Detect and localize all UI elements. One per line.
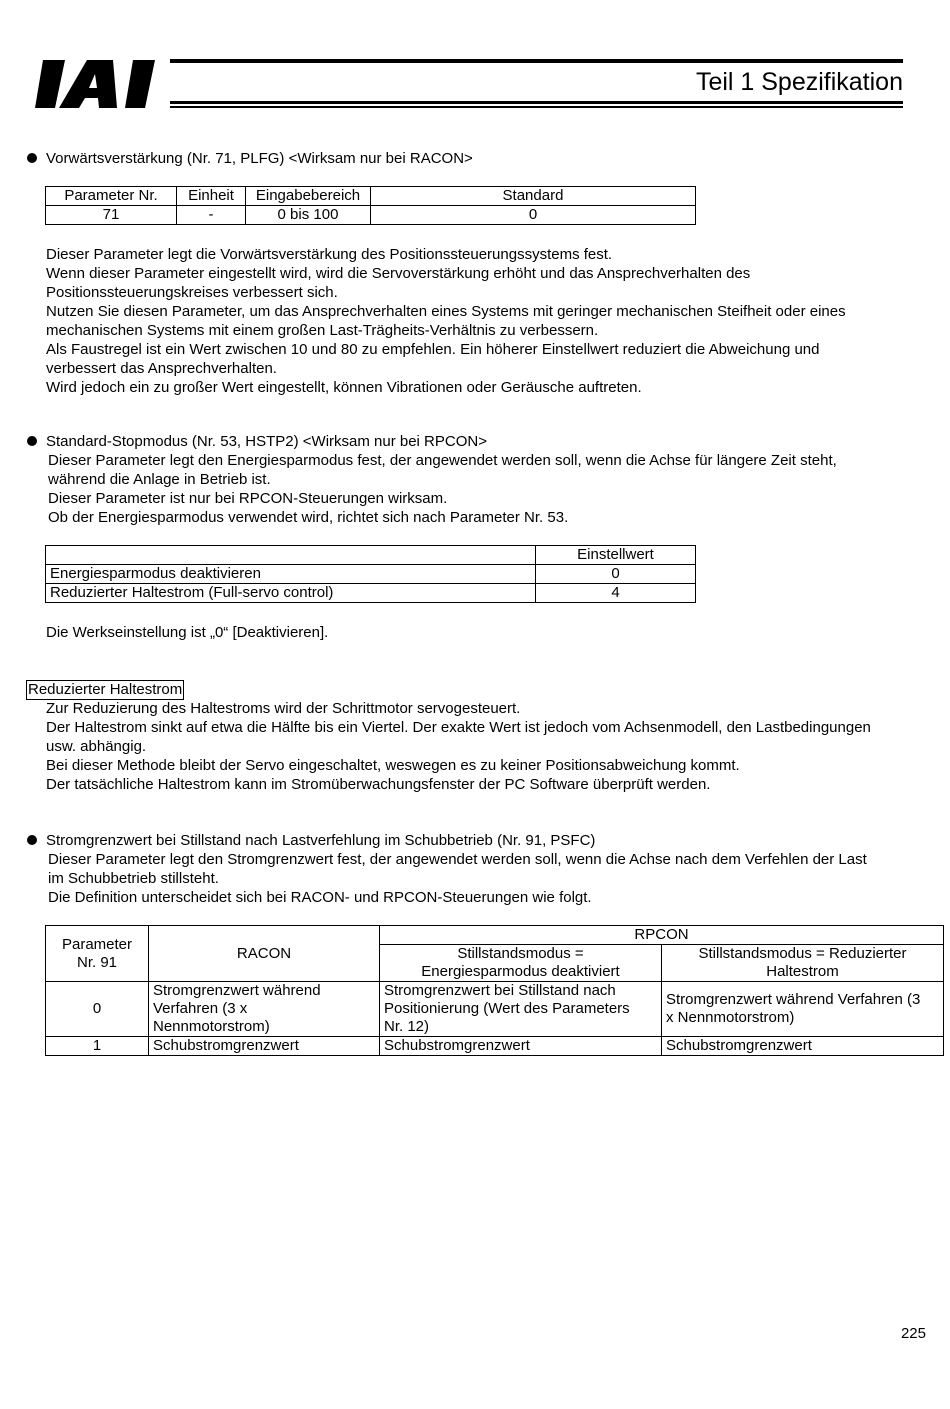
table-cell: Schubstromgrenzwert <box>662 1037 944 1056</box>
table-cell: Stromgrenzwert während Verfahren (3 x Nennmotorstrom) <box>149 982 380 1037</box>
table-cell: 0 <box>371 206 696 225</box>
header-rule-bottom-thin <box>170 106 903 108</box>
text-line: Bei dieser Methode bleibt der Servo eingeschaltet, weswegen es zu keiner Positionsabweichung kommt. <box>46 757 740 774</box>
text-line: Ob der Energiesparmodus verwendet wird, richtet sich nach Parameter Nr. 53. <box>48 509 569 526</box>
text-line: Positionssteuerungskreises verbessert sich. <box>46 284 338 301</box>
table-header-cell: Stillstandsmodus = Reduzierter Haltestrom <box>662 945 944 982</box>
bullet-icon <box>27 153 37 163</box>
text-line: Dieser Parameter ist nur bei RPCON-Steuerungen wirksam. <box>48 490 448 507</box>
factory-setting-note: Die Werkseinstellung ist „0“ [Deaktivieren]. <box>46 624 329 641</box>
table-header-cell: Eingabebereich <box>246 187 371 206</box>
bullet-icon <box>27 436 37 446</box>
section-2-text <box>48 451 837 527</box>
table-cell: Energiesparmodus deaktivieren <box>46 565 536 584</box>
section-1-text <box>46 245 846 397</box>
table-header-cell: Stillstandsmodus = Energiesparmodus deaktiviert <box>380 945 662 982</box>
table-cell: 0 <box>46 982 149 1037</box>
section-3-text <box>46 699 871 794</box>
current-limit-table <box>45 925 944 1056</box>
text-line: verbessert das Ansprechverhalten. <box>46 360 277 377</box>
text-line: im Schubbetrieb stillsteht. <box>48 870 219 887</box>
table-cell: Reduzierter Haltestrom (Full-servo control) <box>46 584 536 603</box>
table-header-cell: RPCON <box>380 926 944 945</box>
text-line: Als Faustregel ist ein Wert zwischen 10 und 80 zu empfehlen. Ein höherer Einstellwert reduziert die Abweichung und <box>46 341 820 358</box>
table-cell: 0 bis 100 <box>246 206 371 225</box>
text-line: usw. abhängig. <box>46 738 147 755</box>
text-line: Dieser Parameter legt den Energiesparmodus fest, der angewendet werden soll, wenn die Achse für längere Zeit steht, <box>48 452 837 469</box>
page-number: 225 <box>900 1325 926 1342</box>
table-header-cell: Standard <box>371 187 696 206</box>
table-cell: Schubstromgrenzwert <box>380 1037 662 1056</box>
page-title: Teil 1 Spezifikation <box>695 68 903 96</box>
table-cell: 4 <box>536 584 696 603</box>
text-line: Wenn dieser Parameter eingestellt wird, wird die Servoverstärkung erhöht und das Ansprechverhalten des <box>46 265 751 282</box>
bullet-icon <box>27 835 37 845</box>
table-header-cell: Parameter Nr. <box>46 187 177 206</box>
table-cell: 71 <box>46 206 177 225</box>
table-cell: 1 <box>46 1037 149 1056</box>
table-header-cell: Einheit <box>177 187 246 206</box>
table-header-cell: Parameter Nr. 91 <box>46 926 149 982</box>
text-line: Der Haltestrom sinkt auf etwa die Hälfte bis ein Viertel. Der exakte Wert ist jedoch vom Achsenmodell, den Lastbedingungen <box>46 719 871 736</box>
table-header-cell: Einstellwert <box>536 546 696 565</box>
text-line: Zur Reduzierung des Haltestroms wird der Schrittmotor servogesteuert. <box>46 700 521 717</box>
text-line: während die Anlage in Betrieb ist. <box>48 471 271 488</box>
boxed-subheading: Reduzierter Haltestrom <box>28 681 183 698</box>
parameter-table-71 <box>45 186 696 225</box>
table-cell: Stromgrenzwert während Verfahren (3 x Nennmotorstrom) <box>662 982 944 1037</box>
iai-logo <box>35 58 167 110</box>
text-line: mechanischen Systems mit einem großen Last-Trägheits-Verhältnis zu verbessern. <box>46 322 599 339</box>
table-header-cell <box>46 546 536 565</box>
header-rule-top <box>170 59 903 63</box>
section-heading-plfg: Vorwärtsverstärkung (Nr. 71, PLFG) <Wirksam nur bei RACON> <box>27 149 473 168</box>
text-line: Der tatsächliche Haltestrom kann im Stromüberwachungsfenster der PC Software überprüft werden. <box>46 776 711 793</box>
table-cell: Schubstromgrenzwert <box>149 1037 380 1056</box>
table-cell: Stromgrenzwert bei Stillstand nach Positionierung (Wert des Parameters Nr. 12) <box>380 982 662 1037</box>
table-header-cell: RACON <box>149 926 380 982</box>
section-heading-psfc: Stromgrenzwert bei Stillstand nach Lastverfehlung im Schubbetrieb (Nr. 91, PSFC) <box>27 831 595 850</box>
table-cell: 0 <box>536 565 696 584</box>
header-rule-bottom <box>170 101 903 104</box>
table-cell: - <box>177 206 246 225</box>
text-line: Nutzen Sie diesen Parameter, um das Ansprechverhalten eines Systems mit geringer mechanischen Steifheit oder eines <box>46 303 846 320</box>
text-line: Die Definition unterscheidet sich bei RACON- und RPCON-Steuerungen wie folgt. <box>48 889 592 906</box>
section-heading-hstp2: Standard-Stopmodus (Nr. 53, HSTP2) <Wirksam nur bei RPCON> <box>27 432 487 451</box>
text-line: Wird jedoch ein zu großer Wert eingestellt, können Vibrationen oder Geräusche auftreten. <box>46 379 642 396</box>
stop-mode-table <box>45 545 696 603</box>
text-line: Dieser Parameter legt die Vorwärtsverstärkung des Positionssteuerungssystems fest. <box>46 246 613 263</box>
section-4-text <box>48 850 867 907</box>
text-line: Dieser Parameter legt den Stromgrenzwert fest, der angewendet werden soll, wenn die Achse nach dem Verfehlen der Last <box>48 851 867 868</box>
